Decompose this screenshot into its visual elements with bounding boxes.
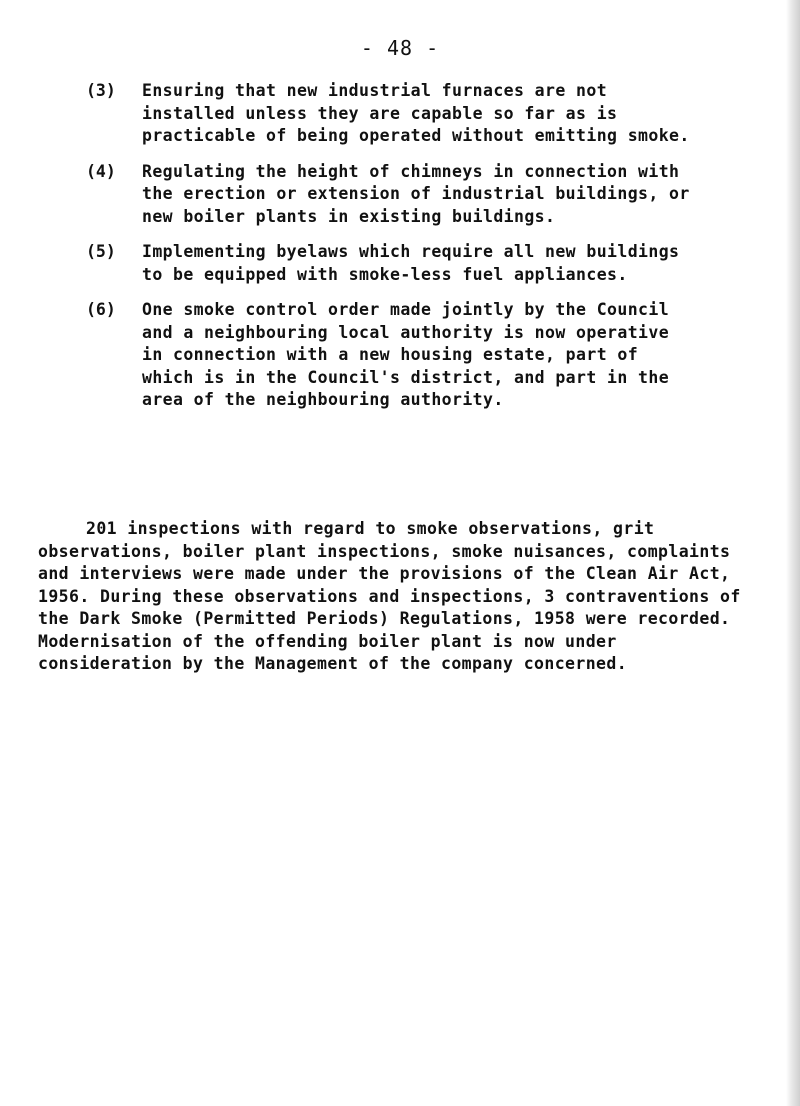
- list-item-text: One smoke control order made jointly by the Council and a neighbouring local authority is now operative in connection with a new housing estate, part of which is in the Council's district, and part in the area of the neighbouring authority.: [142, 300, 670, 409]
- body-paragraph: 201 inspections with regard to smoke observations, grit observations, boiler plant inspections, smoke nuisances, complaints and interviews were made under the provisions of the Clean Air Act, 1956. During these observations and inspections, 3 contraventions of the Dark Smoke (Permitted Periods) Regulations, 1958 were recorded. Modernisation of the offending boiler plant is now under consideration by the Management of the company concerned.: [38, 519, 741, 673]
- list-item-number: (6): [86, 300, 116, 319]
- page-edge-shadow: [786, 0, 800, 1106]
- list-item: [86, 241, 696, 286]
- list-item: [86, 161, 696, 229]
- list-item-number: (4): [86, 161, 116, 181]
- list-item-number: (3): [86, 81, 116, 100]
- list-item-text: Regulating the height of chimneys in connection with the erection or extension of industrial buildings, or new boiler plants in existing buildings.: [142, 161, 690, 226]
- list-item: [86, 80, 696, 148]
- page-number: - 48 -: [360, 36, 440, 60]
- list-item: [86, 299, 696, 412]
- list-item-text: Ensuring that new industrial furnaces are not installed unless they are capable so far as is practicable of being operated without emitting smoke.: [142, 81, 690, 145]
- numbered-list: [86, 80, 696, 425]
- list-item-number: (5): [86, 242, 116, 261]
- list-item-text: Implementing byelaws which require all new buildings to be equipped with smoke-less fuel appliances.: [142, 242, 680, 284]
